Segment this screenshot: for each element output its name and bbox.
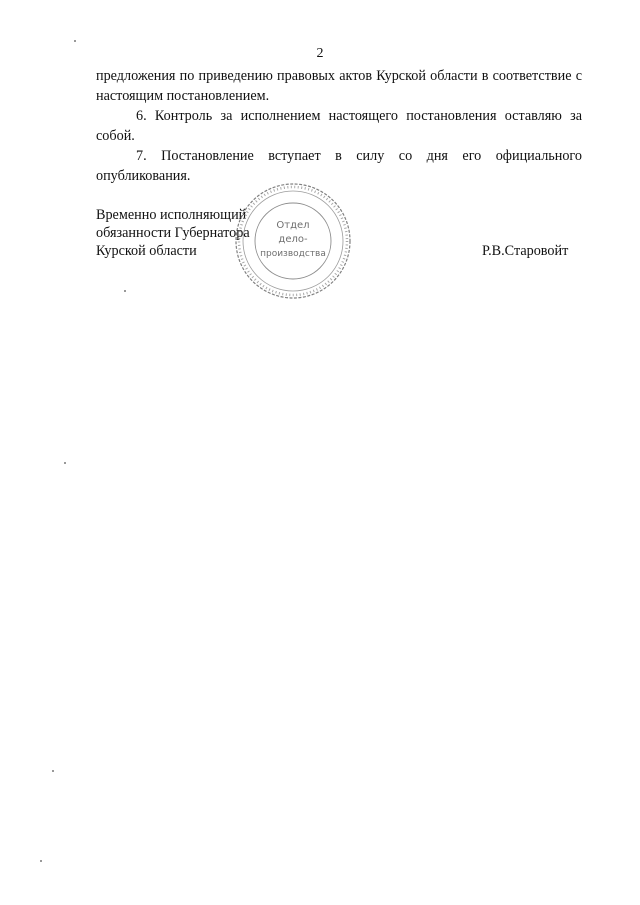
stamp-text: производства bbox=[260, 249, 326, 259]
paragraph-item-7: 7. Постановление вступает в силу со дня его официального опубликования. bbox=[96, 148, 582, 184]
signatory-position-line: Курской области bbox=[96, 243, 197, 259]
document-body bbox=[96, 66, 582, 186]
signatory-name: Р.В.Старовойт bbox=[482, 243, 569, 259]
stamp-text: дело- bbox=[278, 234, 308, 245]
scan-speck bbox=[64, 462, 66, 464]
signatory-position-line: Временно исполняющий bbox=[96, 207, 247, 223]
paragraph-item-6: 6. Контроль за исполнением настоящего постановления оставляю за собой. bbox=[96, 108, 582, 144]
scan-speck bbox=[52, 770, 54, 772]
signatory-position-line: обязанности Губернатора bbox=[96, 225, 250, 241]
stamp-text: Отдел bbox=[276, 220, 310, 231]
scan-speck bbox=[74, 40, 76, 42]
page-number: 2 bbox=[316, 46, 324, 61]
paragraph-continuation: предложения по приведению правовых актов Курской области в соответствие с настоящим постановлением. bbox=[96, 68, 582, 104]
signatory-position bbox=[96, 206, 250, 260]
scan-speck bbox=[40, 860, 42, 862]
scan-speck bbox=[124, 290, 126, 292]
office-stamp-icon bbox=[232, 180, 354, 302]
